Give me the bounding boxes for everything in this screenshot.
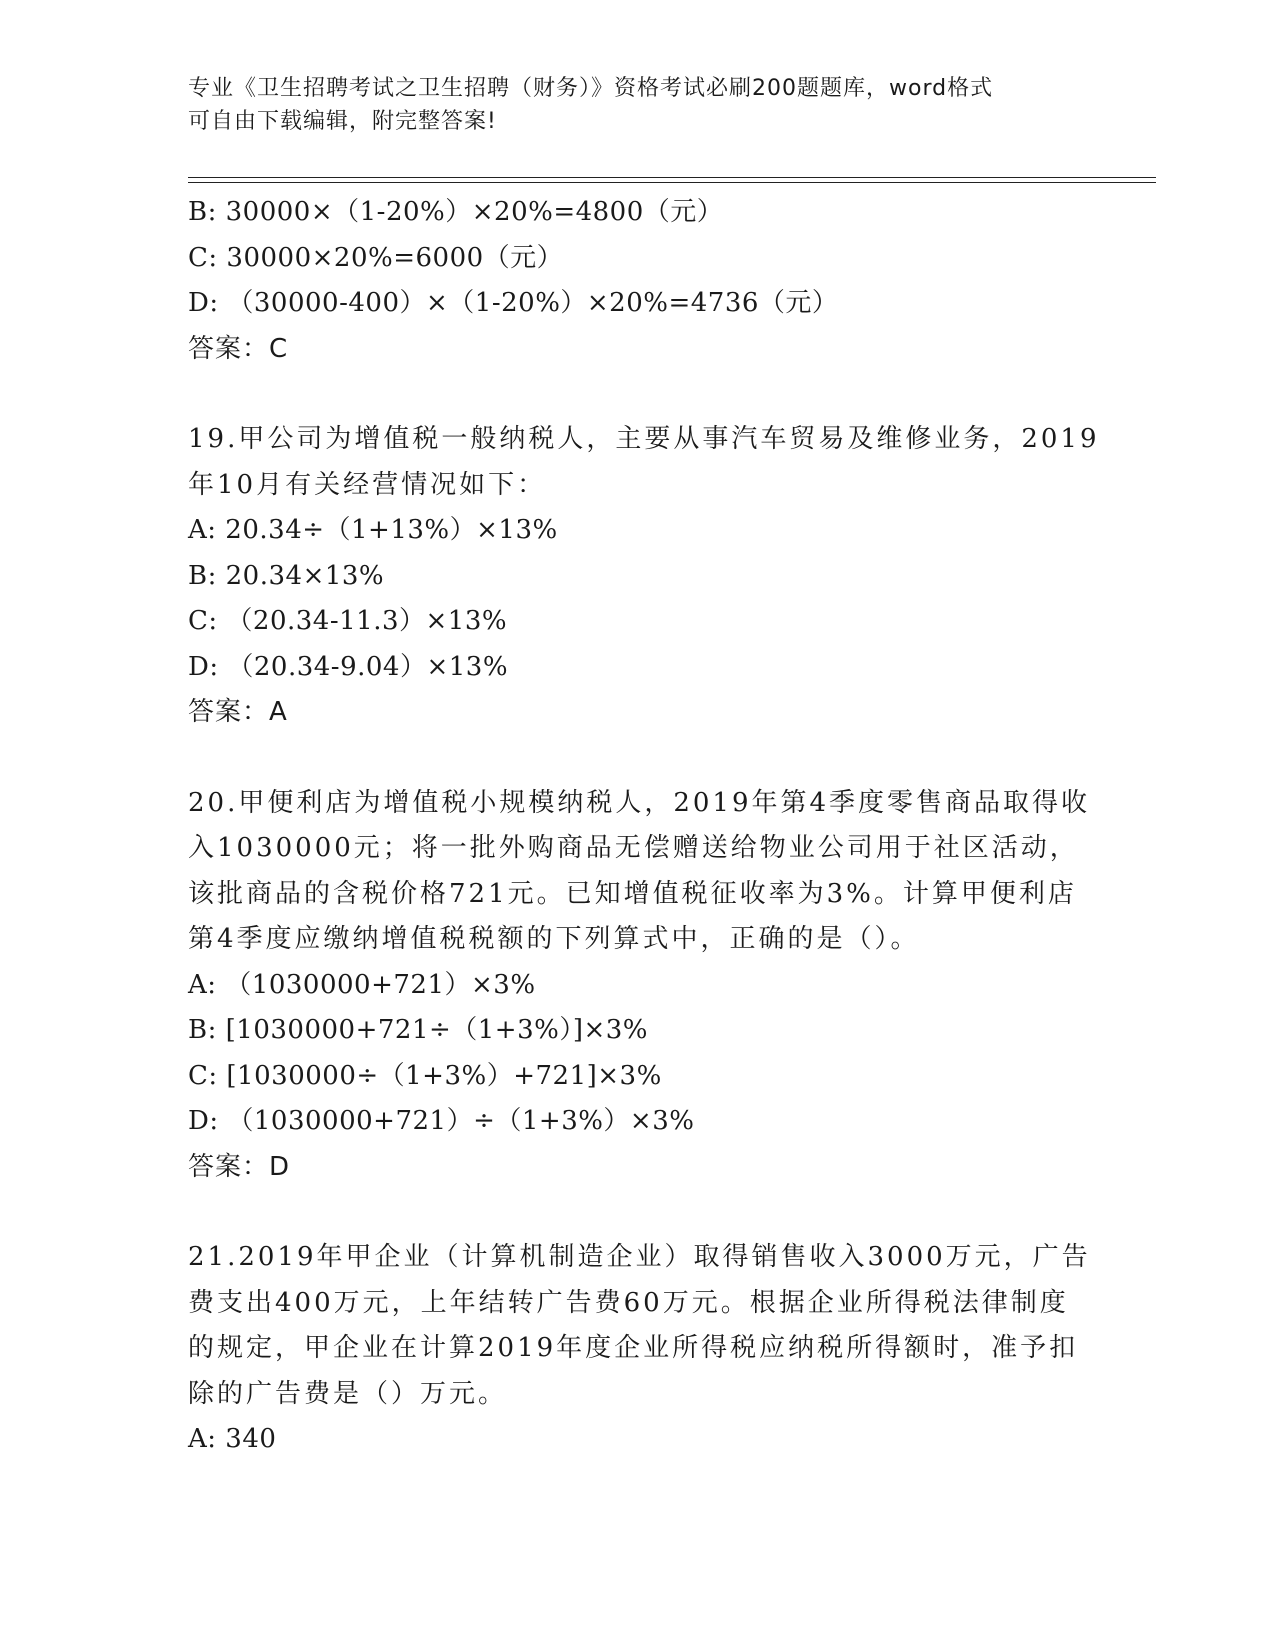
q20-text-line-1: 20.甲便利店为增值税小规模纳税人，2019年第4季度零售商品取得收 [188,787,1091,818]
q21-option-a: A: 340 [188,1424,277,1454]
q18-answer: 答案：C [188,333,289,364]
q20-answer: 答案：D [188,1151,291,1182]
q19-answer: 答案：A [188,697,288,727]
q20-option-b: B: [1030000+721÷（1+3%）]×3% [188,1015,649,1045]
question-content [188,190,1100,1463]
q18-option-b: B: 30000×（1-20%）×20%=4800（元） [188,197,724,227]
header-title-line-1: 专业《卫生招聘考试之卫生招聘（财务）》资格考试必刷200题题库，word格式 [188,76,994,101]
q19-option-a: A: 20.34÷（1+13%）×13% [188,515,558,545]
spacer [188,1190,1088,1235]
header-divider-top [188,177,1156,178]
spacer [188,736,1088,781]
q20-option-a: A: （1030000+721）×3% [188,969,536,1000]
q21-text-line-2: 费支出400万元，上年结转广告费60万元。根据企业所得税法律制度 [188,1287,1069,1318]
q21-text-line-3: 的规定，甲企业在计算2019年度企业所得税应纳税所得额时，准予扣 [188,1333,1079,1363]
q20-option-d: D: （1030000+721）÷（1+3%）×3% [188,1106,695,1136]
header-divider-bottom [188,182,1156,183]
q19-text-line-1: 19.甲公司为增值税一般纳税人，主要从事汽车贸易及维修业务，2019 [188,424,1100,454]
question-20 [188,781,1091,1191]
q20-option-c: C: [1030000÷（1+3%）+721]×3% [188,1060,662,1091]
question-19 [188,417,1100,736]
q19-option-b: B: 20.34×13% [188,560,385,591]
document-header [188,72,1068,138]
q20-text-line-4: 第4季度应缴纳增值税税额的下列算式中，正确的是（）。 [188,924,920,954]
q19-option-d: D: （20.34-9.04）×13% [188,651,509,682]
q21-text-line-1: 21.2019年甲企业（计算机制造企业）取得销售收入3000万元，广告 [188,1242,1091,1272]
q20-text-line-3: 该批商品的含税价格721元。已知增值税征收率为3%。计算甲便利店 [188,878,1077,909]
q21-text-line-4: 除的广告费是（）万元。 [188,1378,508,1409]
q20-text-line-2: 入1030000元；将一批外购商品无偿赠送给物业公司用于社区活动， [188,833,1079,863]
header-title-line-2: 可自由下载编辑，附完整答案! [188,109,497,134]
q19-text-line-2: 年10月有关经营情况如下： [188,469,547,500]
q18-option-d: D: （30000-400）×（1-20%）×20%=4736（元） [188,288,839,318]
q18-option-c: C: 30000×20%=6000（元） [188,242,564,273]
question-18-tail [188,190,1088,372]
q19-option-c: C: （20.34-11.3）×13% [188,606,508,636]
question-21 [188,1235,1091,1463]
spacer [188,372,1088,417]
